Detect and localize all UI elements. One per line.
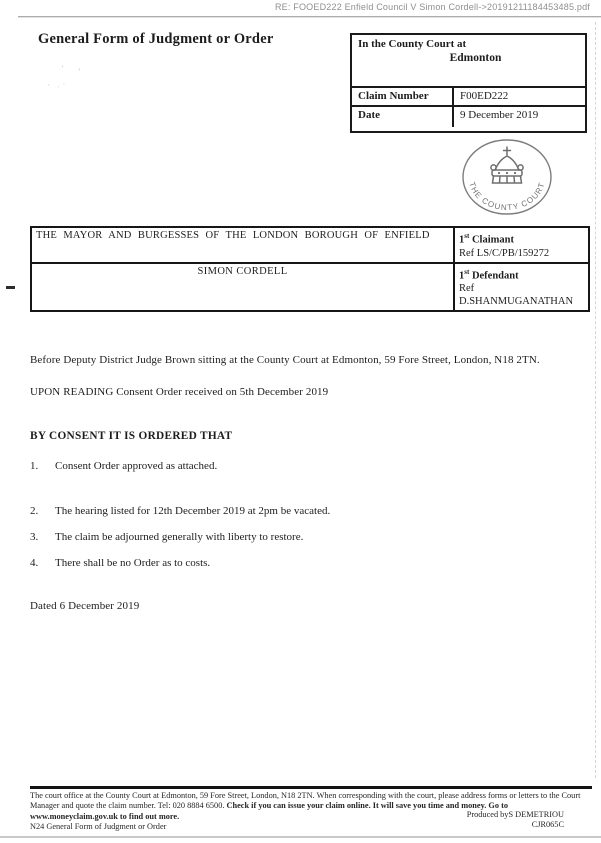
produced-by-block: [467, 810, 564, 830]
order-item-number: 2.: [30, 505, 39, 517]
date-row: [352, 107, 585, 127]
court-details-box: [350, 33, 587, 133]
svg-text:THE COUNTY COURT: [467, 181, 546, 212]
defendant-role-label: 1st Defendant: [459, 267, 519, 281]
crown-icon: [491, 147, 523, 183]
upon-reading-line: UPON READING Consent Order received on 5th December 2019: [30, 386, 329, 398]
order-item-number: 1.: [30, 460, 39, 472]
defendant-ref-label: Ref: [459, 283, 475, 294]
date-label: Date: [352, 107, 454, 127]
page-title: General Form of Judgment or Order: [38, 31, 274, 47]
scan-edge-artifact: [595, 22, 596, 778]
pencil-smudge-mark: ' ,: [61, 60, 87, 74]
claim-number-value: F00ED222: [460, 90, 509, 102]
claim-number-label: Claim Number: [352, 88, 454, 105]
claim-number-row: [352, 88, 585, 107]
seal-text: THE COUNTY COURT: [467, 180, 547, 213]
order-item-1: [30, 460, 590, 472]
court-heading: In the County Court at: [358, 38, 467, 50]
footer-divider: [30, 786, 592, 789]
order-item-text: There shall be no Order as to costs.: [55, 557, 211, 569]
court-box-heading-row: [352, 35, 585, 88]
order-item-3: [30, 531, 590, 543]
county-court-seal-stamp: [459, 136, 555, 218]
defendant-role-cell: [455, 264, 588, 311]
claimant-role-cell: [455, 228, 588, 264]
viewer-header-title: RE: FOOED222 Enfield Council V Simon Cordell->20191211184453485.pdf: [274, 2, 590, 12]
claimant-ref: Ref LS/C/PB/159272: [459, 247, 550, 259]
claimant-name-cell: THE MAYOR AND BURGESSES OF THE LONDON BOROUGH OF ENFIELD: [32, 228, 455, 264]
order-item-number: 4.: [30, 557, 39, 569]
claimant-role-label: 1st Claimant: [459, 232, 514, 246]
moneyclaim-notice: Check if you can issue your claim online. It will save you time and money. Go to www.moneyclaim.gov.uk to find out more.: [30, 801, 509, 821]
order-item-4: [30, 557, 590, 569]
consent-heading: BY CONSENT IT IS ORDERED THAT: [30, 430, 233, 442]
page-bottom-divider: [0, 836, 601, 838]
defendant-name-cell: SIMON CORDELL: [32, 264, 455, 311]
order-item-text: Consent Order approved as attached.: [55, 460, 218, 472]
court-office-text: The court office at the County Court at Edmonton, 59 Fore Street, London, N18 2TN. When corresponding with the court, please address forms or letters to the Court Manager and quote the claim number. Tel: 020 8884 6500.: [30, 791, 581, 811]
order-item-text: The hearing listed for 12th December 2019 at 2pm be vacated.: [55, 505, 331, 517]
form-identifier: N24 General Form of Judgment or Order: [30, 822, 167, 831]
produced-by: Produced byS DEMETRIOU: [466, 810, 564, 819]
order-item-2: [30, 505, 590, 517]
order-item-text: The claim be adjourned generally with liberty to restore.: [55, 531, 304, 543]
order-item-number: 3.: [30, 531, 39, 543]
court-name: Edmonton: [449, 52, 502, 64]
document-code: CJR065C: [531, 820, 564, 829]
parties-table: [30, 226, 590, 312]
pencil-smudge-mark: , .': [47, 78, 69, 91]
margin-tick-mark: [6, 286, 15, 289]
date-value: 9 December 2019: [460, 109, 539, 121]
before-judge-line: Before Deputy District Judge Brown sitting at the County Court at Edmonton, 59 Fore Street, London, N18 2TN.: [30, 354, 540, 366]
header-divider: [18, 16, 601, 17]
defendant-ref-value: D.SHANMUGANATHAN: [459, 296, 574, 307]
dated-line: Dated 6 December 2019: [30, 600, 140, 612]
